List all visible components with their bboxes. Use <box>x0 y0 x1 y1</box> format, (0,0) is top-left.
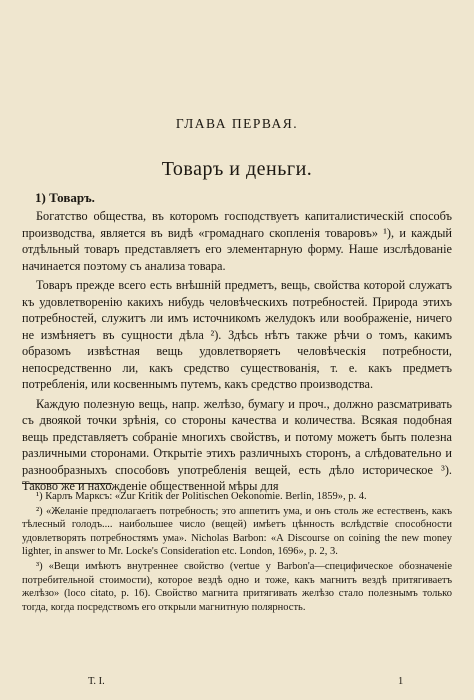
chapter-title: Товаръ и деньги. <box>161 158 313 180</box>
footnote: ¹) Карлъ Марксъ: «Zur Kritik der Politischen Oekonomie. Berlin, 1859», p. 4. <box>36 491 367 502</box>
sheet-number: 1 <box>398 676 404 687</box>
footnotes <box>22 490 452 615</box>
footnote: ²) «Желанiе предполагаетъ потребность; это аппетитъ ума, и онъ столь же естественъ, какъ тѣлесный голодъ.... наибольшее число (вещей) имѣетъ цѣнность вслѣдствiе способности удовлетворять потребностямъ ума». Nicholas Barbon: «A Discourse on coining the new money lighter, in answer to Mr. Locke's Consideration etc. London, 1696», p. 2, 3. <box>22 505 452 558</box>
section-heading: 1) Товаръ. <box>35 190 95 205</box>
chapter-heading: ГЛАВА ПЕРВАЯ. <box>175 116 299 131</box>
paragraph: Каждую полезную вещь, напр. желѣзо, бумагу и проч., должно разсматривать съ двоякой точки зрѣнiя, со стороны качества и количества. Всякая подобная вещь представляетъ собранiе многихъ свойствъ, и потому можетъ быть полезна различными сторонами. Открытiе этихъ различныхъ сторонъ, а слѣдовательно и разнообразныхъ способовъ употребленiя вещей, есть дѣло историческое ³). Таково же и нахожденiе общественной мѣры для <box>22 396 452 493</box>
main-text <box>22 208 452 498</box>
paragraph: Богатство общества, въ которомъ господствуетъ капиталистическiй способъ производства, является въ видѣ «громаднаго скопленiя товаровъ» ¹), и каждый отдѣльный товаръ представляетъ его элементарную форму. Наше изслѣдованiе начинается поэтому съ анализа товара. <box>22 209 452 273</box>
paragraph: Товаръ прежде всего есть внѣшнiй предметъ, вещь, свойства которой служатъ къ удовлетворенiю какихъ нибудь человѣческихъ потребностей. Природа этихъ потребностей, служитъ ли имъ источникомъ желудокъ или воображенiе, ничего не измѣняетъ въ сущности дѣла ²). Здѣсь нѣтъ также рѣчи о томъ, какимъ образомъ извѣстная вещь удовлетворяетъ человѣческiя потребности, непосредственно ли, какъ средство существованiя, т. е. какъ предметъ потребленiя, или косвеннымъ путемъ, какъ средство производства. <box>22 278 452 391</box>
footnote: ³) «Вещи имѣютъ внутреннее свойство (vertue у Barbon'а—специфическое обозначенiе потребительной стоимости), которое вездѣ одно и тоже, какъ магнитъ вездѣ притягиваетъ желѣзо» (loco citato, p. 16). Свойство магнита притягивать желѣзо стало полезнымъ только тогда, когда посредствомъ его открыли магнитную полярность. <box>22 560 452 613</box>
footnote-divider <box>22 483 112 484</box>
volume-mark: Т. I. <box>88 676 105 687</box>
